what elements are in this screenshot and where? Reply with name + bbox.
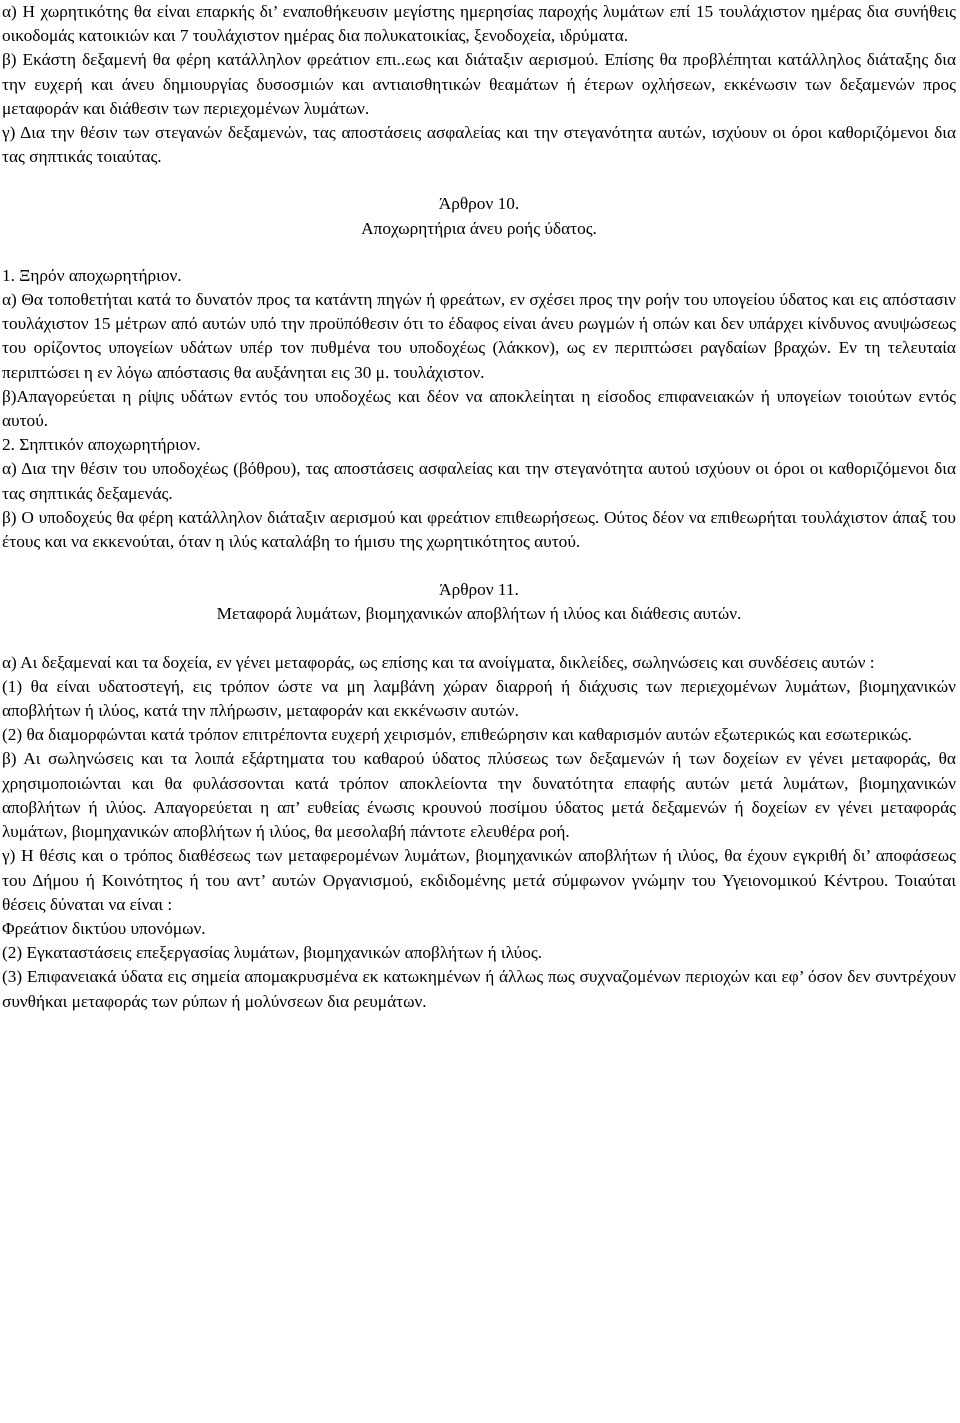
septic-toilet-paragraph-b: β) Ο υποδοχεύς θα φέρη κατάλληλον διάταξιν αερισμού και φρεάτιον επιθεωρήσεως. Ούτος δέον να επιθεωρήται τουλάχιστον άπαξ του έτους και να εκκενούται, όταν η ιλύς καταλάβη το ήμισυ της χωρητικότητος αυτού. — [2, 507, 956, 552]
spacer — [2, 169, 956, 192]
article-11-item-sewer-manhole: Φρεάτιον δικτύου υπονόμων. — [2, 918, 206, 938]
paragraph-b-tank-manhole: β) Εκάστη δεξαμενή θα φέρη κατάλληλον φρεάτιον επι..εως και διάταξιν αερισμού. Επίσης θα προβλέπηται κατάλληλος διάταξης δια την ευχερή και άνευ δημιουργίας δυσοσμιών και αντιαισθητικών θεαμάτων ή έτερων οχλήσεων, εκκένωσιν των δεξαμενών προς μεταφοράν και διάθεσιν των περιεχομένων λυμάτων. — [2, 50, 956, 118]
article-11-paragraph-b: β) Αι σωληνώσεις και τα λοιπά εξάρτηματα του καθαρού ύδατος πλύσεως των δεξαμενών ή των δοχείων εν γένει μεταφοράς, θα χρησιμοποιώνται και θα φυλάσσονται κατά τρόπον αποκλείοντα την δυνατότητα επαφής αυτών μετά λυμάτων, βιομηχανικών αποβλήτων ή ιλύος. Απαγορεύεται η απ’ ευθείας ένωσις κρουνού ποσίμου ύδατος μετά δεξαμενών ή δοχείων εν γένει μεταφοράς λυμάτων, βιομηχανικών αποβλήτων ή ιλύος, θα μεσολαβή πάντοτε ελευθέρα ροή. — [2, 749, 956, 842]
spacer — [2, 554, 956, 578]
spacer — [2, 627, 956, 651]
paragraph-c-watertight-tanks: γ) Δια την θέσιν των στεγανών δεξαμενών, τας αποστάσεις ασφαλείας και την στεγανότητα αυτών, ισχύουν οι όροι καθοριζόμενοι δια τας σηπτικάς τοιαύτας. — [2, 123, 956, 167]
article-11-paragraph-a: α) Αι δεξαμεναί και τα δοχεία, εν γένει μεταφοράς, ως επίσης και τα ανοίγματα, δικλείδες, σωληνώσεις και συνδέσεις αυτών : — [2, 652, 875, 672]
article-11-item-2: (2) θα διαμορφώνται κατά τρόπον επιτρέποντα ευχερή χειρισμόν, επιθεώρησιν και καθαρισμόν αυτών εξωτερικώς και εσωτερικώς. — [2, 725, 912, 745]
article-10-heading: Άρθρον 10. — [438, 194, 520, 214]
article-10-title: Αποχωρητήρια άνευ ροής ύδατος. — [361, 218, 597, 238]
dry-toilet-paragraph-a: α) Θα τοποθετήται κατά το δυνατόν προς τα κατάντη πηγών ή φρεάτων, εν σχέσει προς την ροήν του υπογείου ύδατος και εις απόστασιν τουλάχιστον 15 μέτρων από αυτών υπό την προϋπόθεσιν ότι το έδαφος είναι άνευ ρωγμών ή οπών και δεν υπάρχει κίνδυνος ανυψώσεως του ορίζοντος υπογείων υδάτων υπέρ τον πυθμένα του υποδοχέως (λάκκον), ως εν περιπτώσει ραγδαίων βραχών. Εν τη τελευταία περιπτώσει η εν λόγω απόστασις θα αυξάνηται εις 30 μ. τουλάχιστον. — [2, 290, 956, 382]
septic-toilet-heading: 2. Σηπτικόν αποχωρητήριον. — [2, 435, 201, 455]
article-11-title: Μεταφορά λυμάτων, βιομηχανικών αποβλήτων ή ιλύος και διάθεσις αυτών. — [216, 604, 742, 624]
paragraph-a-capacity: α) Η χωρητικότης θα είναι επαρκής δι’ εναποθήκευσιν μεγίστης ημερησίας παροχής λυμάτων επί 15 τουλάχιστον ημέρας δια συνήθεις οικοδομάς κατοικιών και 7 τουλάχιστον ημέρας δια πολυκατοικίας, ξενοδοχεία, ιδρύματα. — [2, 2, 956, 46]
article-11-heading: Άρθρον 11. — [439, 580, 519, 600]
article-11-item-treatment: (2) Εγκαταστάσεις επεξεργασίας λυμάτων, βιομηχανικών αποβλήτων ή ιλύος. — [2, 943, 543, 963]
article-11-item-1: (1) θα είναι υδατοστεγή, εις τρόπον ώστε να μη λαμβάνη χώραν διαρροή ή διάχυσις των περιεχομένων λυμάτων, βιομηχανικών αποβλήτων ή ιλύος, κατά την πλήρωσιν, μεταφοράν και εκκένωσιν αυτών. — [2, 676, 956, 721]
document-page — [2, 0, 956, 1014]
septic-toilet-paragraph-a: α) Δια την θέσιν του υποδοχέως (βόθρου), τας αποστάσεις ασφαλείας και την στεγανότητα αυτού ισχύουν οι όροι οι καθοριζόμενοι δια τας σηπτικάς δεξαμενάς. — [2, 459, 956, 503]
article-11-paragraph-c: γ) Η θέσις και ο τρόπος διαθέσεως των μεταφερομένων λυμάτων, βιομηχανικών αποβλήτων ή ιλύος, θα έχουν εγκριθή δι’ αποφάσεως του Δήμου ή Κοινότητος ή του αντ’ αυτών Οργανισμού, εκδιδομένης μετά σύμφωνον γνώμην του Υγειονομικού Κέντρου. Τοιαύται θέσεις δύναται να είναι : — [2, 846, 956, 914]
dry-toilet-heading: 1. Ξηρόν αποχωρητήριον. — [2, 265, 182, 285]
spacer — [2, 241, 956, 264]
dry-toilet-paragraph-b: β)Απαγορεύεται η ρίψις υδάτων εντός του υποδοχέως και δέον να αποκλείηται η είσοδος επιφανειακών ή υπογείων τοιούτων εντός αυτού. — [2, 386, 956, 431]
article-11-item-surface-waters: (3) Επιφανειακά ύδατα εις σημεία απομακρυσμένα εκ κατωκημένων ή άλλως πως συχναζομένων περιοχών και εφ’ όσον δεν συντρέχουν συνθήκαι μεταφοράς των ρύπων ή μολύνσεων δια ρευμάτων. — [2, 967, 956, 1011]
